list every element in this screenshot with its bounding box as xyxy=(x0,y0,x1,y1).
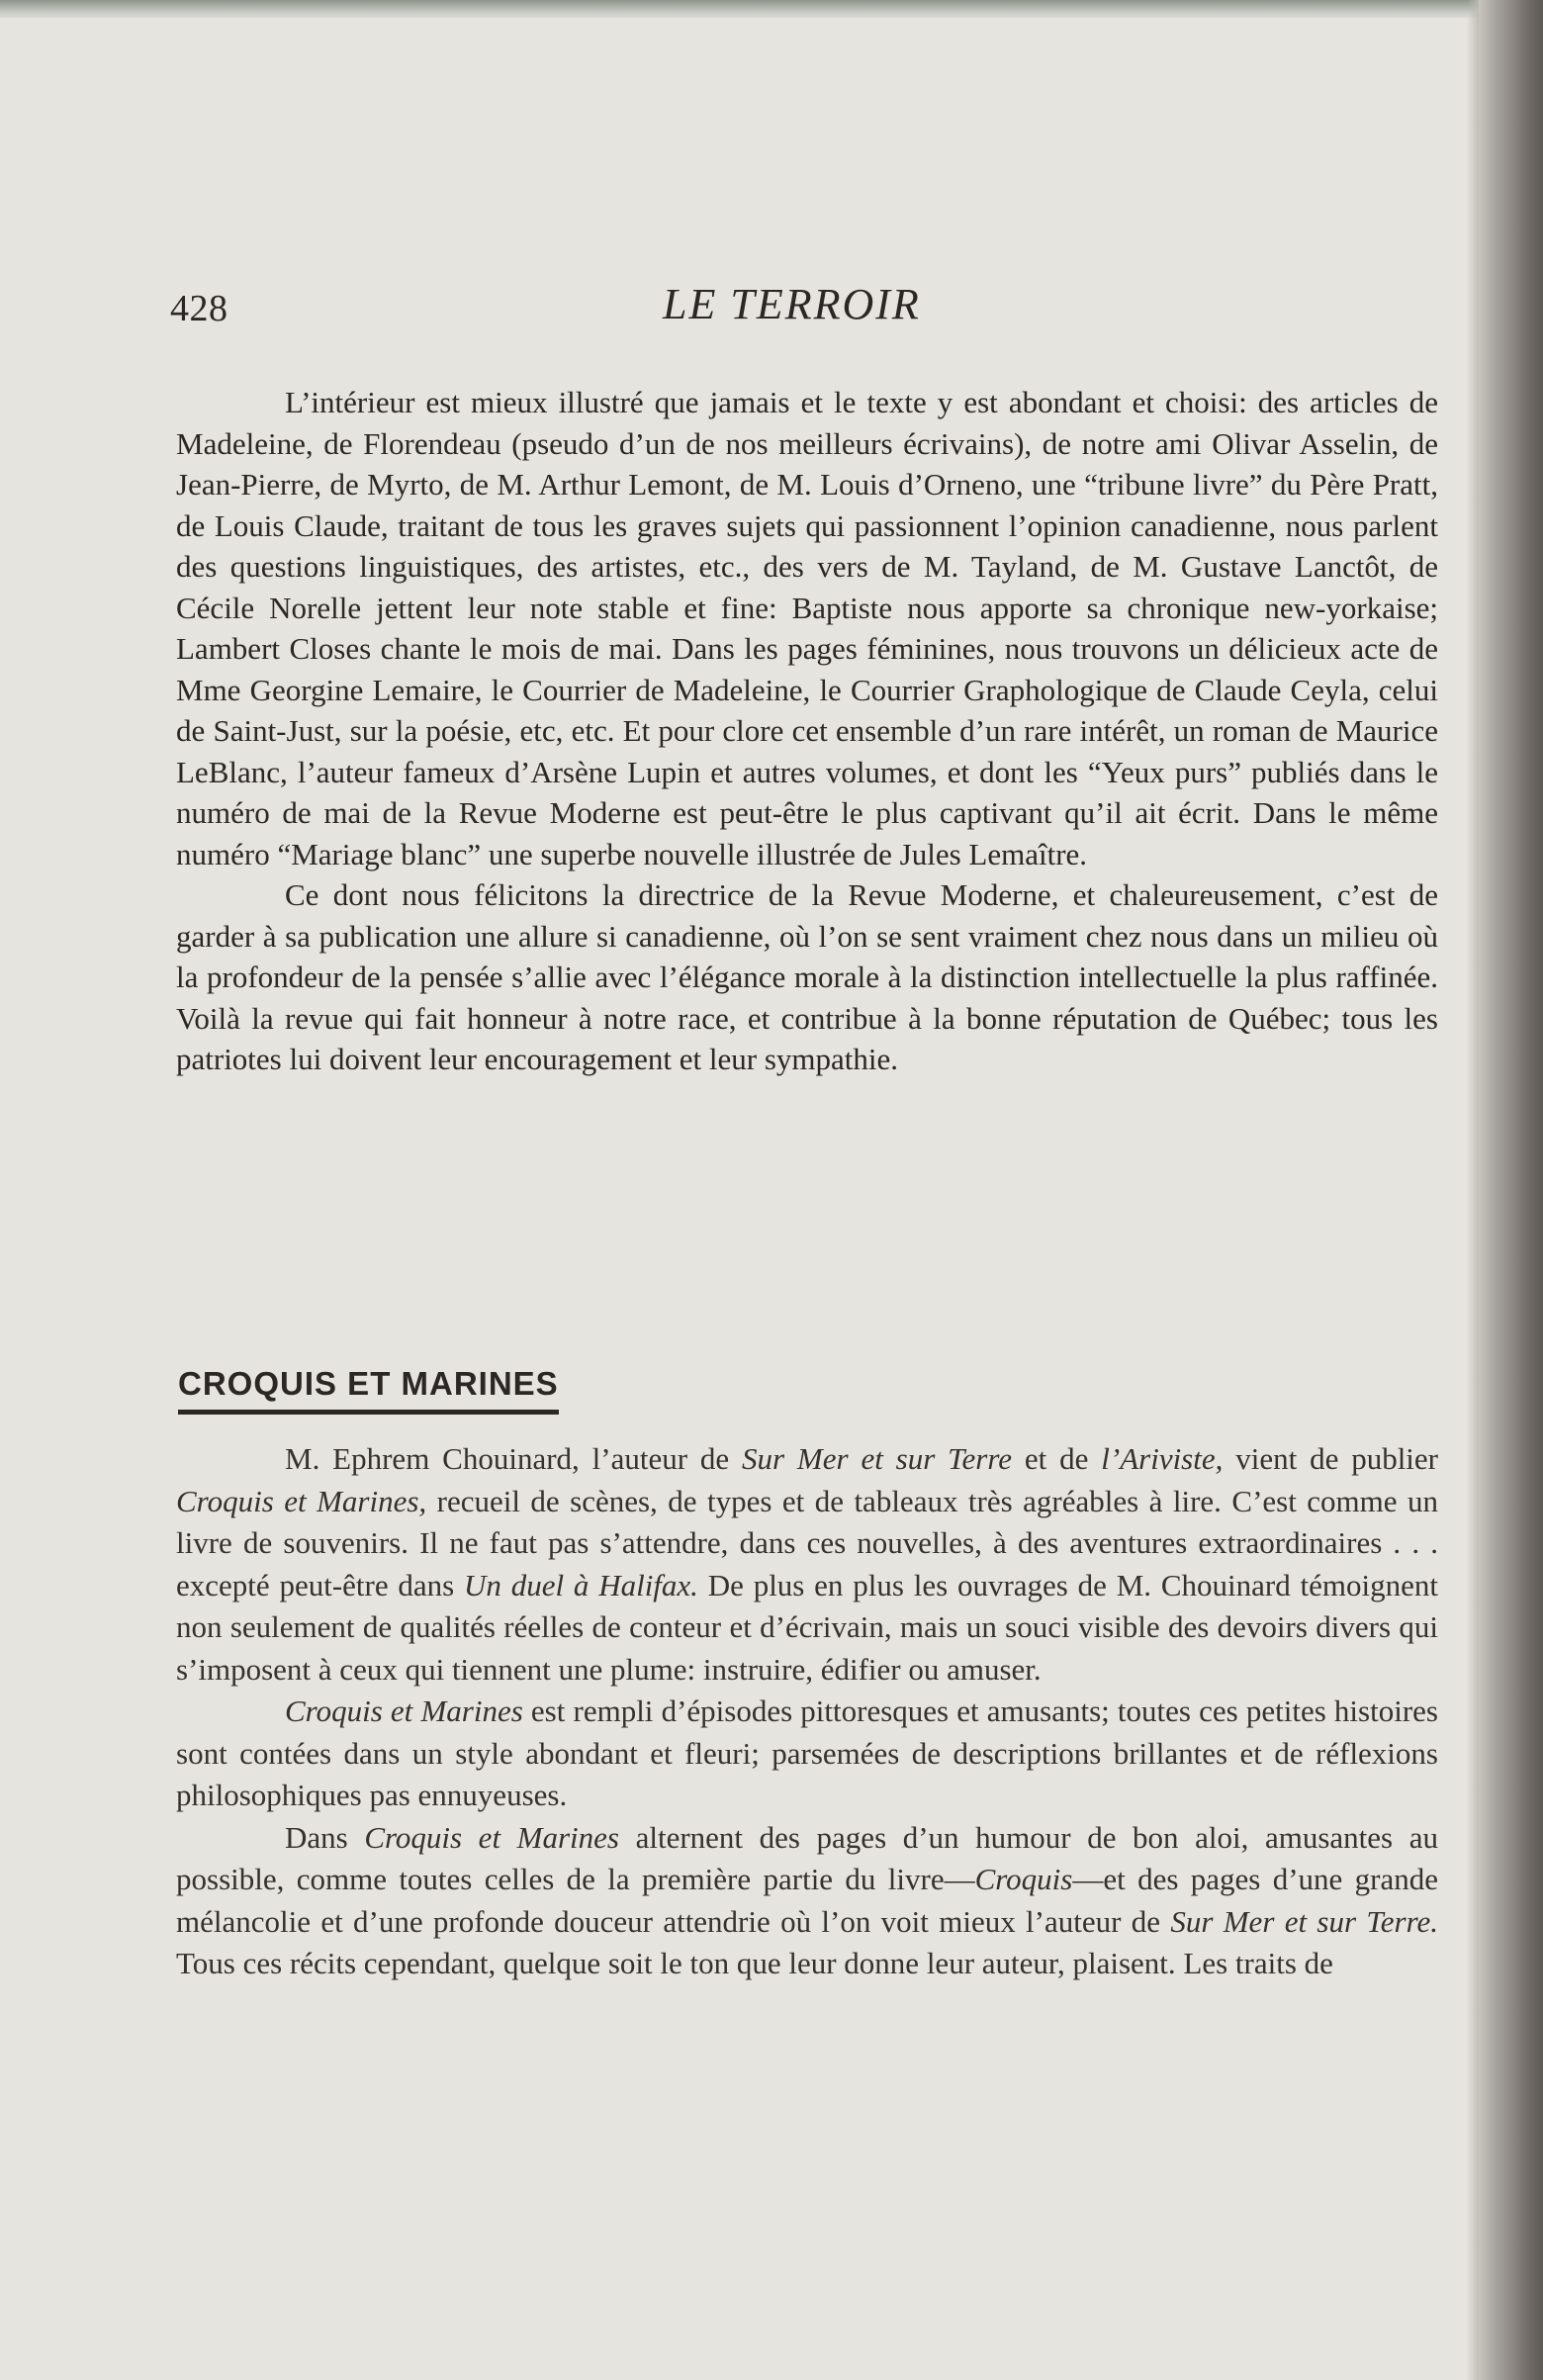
paragraph xyxy=(176,1438,1438,1691)
book-title: Un duel à Halifax. xyxy=(464,1567,698,1602)
running-title: LE TERROIR xyxy=(663,280,921,328)
book-title: Croquis et Marines xyxy=(285,1693,523,1728)
book-page xyxy=(0,18,1479,2380)
text-run: De plus en plus les ouvrages de M. Chouinard témoignent non seulement de qualités réelles de conteur et d’écrivain, mais un souci visible des devoirs divers qui s’imposent à ceux qui tiennent une plume: instruire, édifier ou amuser. xyxy=(176,1567,1438,1687)
text-run: alternent des pages d’un humour de bon aloi, amusantes au possible, comme toutes celles de la première partie du livre— xyxy=(176,1819,1438,1896)
book-binding xyxy=(1479,0,1543,2380)
book-title: Sur Mer et sur Terre. xyxy=(1170,1903,1438,1939)
book-title: Croquis xyxy=(974,1862,1073,1896)
text-run: est rempli d’épisodes pittoresques et amusants; toutes ces petites histoires sont contées dans un style abondant et fleuri; parsemées de descriptions brillantes et de réflexions philosophiques pas ennuyeuses. xyxy=(176,1693,1438,1812)
text-run: et de xyxy=(1012,1441,1102,1476)
text-run: Tous ces récits cependant, quelque soit le ton que leur donne leur auteur, plaisent. Les traits de xyxy=(176,1946,1333,1980)
paragraph: Ce dont nous félicitons la directrice de la Revue Moderne, et chaleureusement, c’est de garder à sa publication une allure si canadienne, où l’on se sent vraiment chez nous dans un milieu où la profondeur de la pensée s’allie avec l’élégance morale à la distinction intellectuelle la plus raffinée. Voilà la revue qui fait honneur à notre race, et contribue à la bonne réputation de Québec; tous les patriotes lui doivent leur encouragement et leur sympathie. xyxy=(176,877,1438,1076)
top-shadow xyxy=(0,0,1494,18)
book-title: l’Ariviste, xyxy=(1101,1441,1224,1476)
book-title: Croquis et Marines, xyxy=(176,1483,427,1518)
page-number: 428 xyxy=(170,288,228,329)
page-gutter-shadow xyxy=(1467,0,1479,2380)
text-run: vient de publier xyxy=(1223,1441,1438,1476)
book-title: Croquis et Marines xyxy=(364,1819,619,1855)
section-heading: CROQUIS ET MARINES xyxy=(178,1365,559,1415)
review-body xyxy=(176,1438,1438,1985)
paragraph xyxy=(176,1817,1438,1985)
article-body xyxy=(176,382,1438,1080)
text-run: recueil de scènes, de types et de tableaux très agréables à lire. C’est comme un livre de souvenirs. Il ne faut pas s’attendre, dans ces nouvelles, à des aventures extraordinaires . . . excepté peut-être dans xyxy=(176,1483,1438,1602)
paragraph xyxy=(176,1691,1438,1817)
text-run: M. Ephrem Chouinard, l’auteur de xyxy=(285,1441,743,1476)
book-title: Sur Mer et sur Terre xyxy=(742,1441,1013,1476)
paragraph: L’intérieur est mieux illustré que jamais et le texte y est abondant et choisi: des articles de Madeleine, de Florendeau (pseudo d’un de nos meilleurs écrivains), de notre ami Olivar Asselin, de Jean-Pierre, de Myrto, de M. Arthur Lemont, de M. Louis d’Orneno, une “tribune livre” du Père Pratt, de Louis Claude, traitant de tous les graves sujets qui passionnent l’opinion canadienne, nous parlent des questions linguistiques, des artistes, etc., des vers de M. Tayland, de M. Gustave Lanctôt, de Cécile Norelle jettent leur note stable et fine: Baptiste nous apporte sa chronique new-yorkaise; Lambert Closes chante le mois de mai. Dans les pages féminines, nous trouvons un délicieux acte de Mme Georgine Lemaire, le Courrier de Madeleine, le Courrier Graphologique de Claude Ceyla, celui de Saint-Just, sur la poésie, etc, etc. Et pour clore cet ensemble d’un rare intérêt, un roman de Maurice LeBlanc, l’auteur fameux d’Arsène Lupin et autres volumes, et dont les “Yeux purs” publiés dans le numéro de mai de la Revue Moderne est peut-être le plus captivant qu’il ait écrit. Dans le même numéro “Mariage blanc” une superbe nouvelle illustrée de Jules Lemaître. xyxy=(176,385,1438,871)
text-run: —et des pages d’une grande mélancolie et d’une profonde douceur attendrie où l’on voit mieux l’auteur de xyxy=(176,1862,1439,1939)
text-run: Dans xyxy=(285,1819,365,1855)
